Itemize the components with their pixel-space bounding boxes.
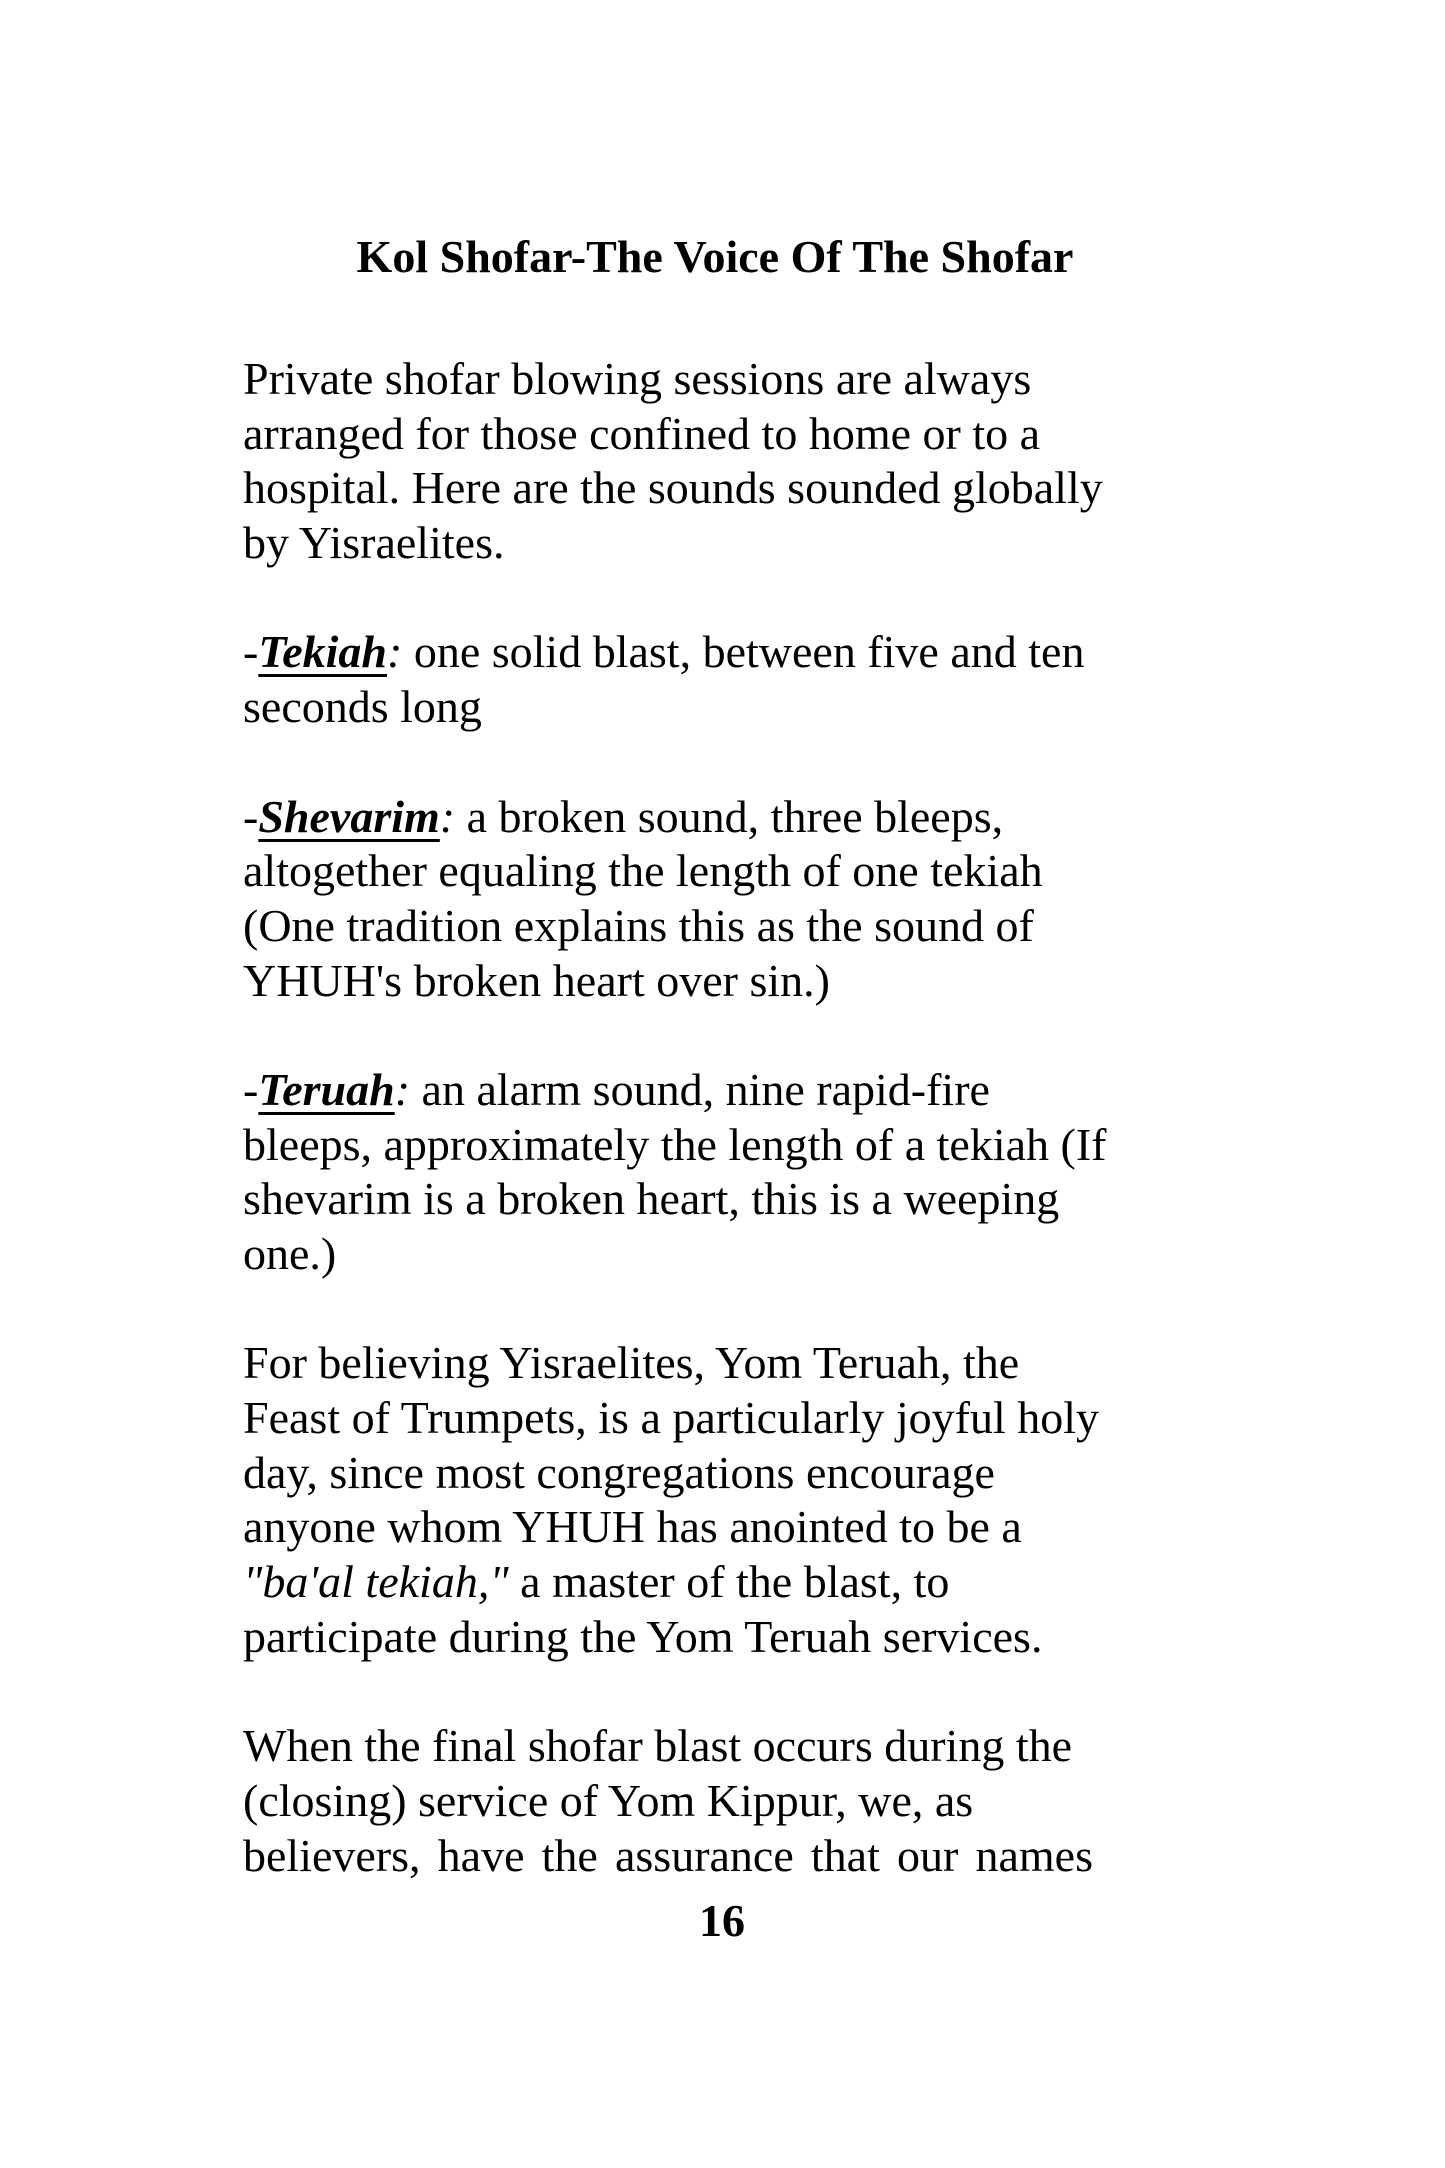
paragraph-line: Feast of Trumpets, is a particularly joyful holy: [243, 1392, 1100, 1444]
sound-line: one.): [243, 1228, 337, 1279]
sound-shevarim: [243, 790, 1143, 1009]
sound-tekiah: [243, 625, 1143, 734]
intro-line: by Yisraelites.: [243, 517, 505, 569]
intro-paragraph: [243, 352, 1143, 571]
page-number: 16: [699, 1895, 745, 1946]
sound-colon: :: [439, 790, 456, 842]
paragraph-line: participate during the Yom Teruah services.: [243, 1610, 1043, 1662]
paragraph-spacer: [243, 1282, 1143, 1337]
paragraph-line: anyone whom YHUH has anointed to be a: [243, 1501, 1022, 1553]
paragraph-spacer: [243, 1665, 1143, 1720]
paragraph-line: [243, 1555, 1143, 1610]
sound-prefix: -: [243, 626, 259, 678]
sound-line: altogether equaling the length of one tekiah: [243, 845, 1043, 897]
sound-first-line: [243, 1063, 1143, 1118]
sound-term: Teruah: [258, 1063, 395, 1115]
paragraph-spacer: [243, 735, 1143, 790]
yom-teruah-paragraph: [243, 1336, 1143, 1664]
sound-term: Shevarim: [258, 790, 440, 842]
closing-paragraph: [243, 1719, 1143, 1883]
intro-line: arranged for those confined to home or to a: [243, 407, 1041, 459]
paragraph-line: day, since most congregations encourage: [243, 1446, 995, 1498]
paragraph-spacer: [243, 571, 1143, 626]
line-rest: a master of the blast, to: [508, 1556, 950, 1608]
paragraph-line-justified: believers, have the assurance that our names: [243, 1829, 1093, 1881]
italic-phrase: "ba'al tekiah,": [243, 1556, 509, 1608]
sound-line: bleeps, approximately the length of a tekiah (If: [243, 1118, 1107, 1170]
paragraph-spacer: [243, 1008, 1143, 1063]
paragraph-line: For believing Yisraelites, Yom Teruah, the: [243, 1337, 1020, 1389]
sound-prefix: -: [243, 1063, 259, 1115]
sound-teruah: [243, 1063, 1143, 1282]
paragraph-line: When the final shofar blast occurs during the: [243, 1720, 1073, 1772]
sound-description: an alarm sound, nine rapid-fire: [410, 1063, 990, 1115]
paragraph-line: (closing) service of Yom Kippur, we, as: [243, 1774, 974, 1826]
sound-description: one solid blast, between five and ten: [402, 626, 1085, 678]
sound-line: shevarim is a broken heart, this is a weeping: [243, 1173, 1060, 1225]
intro-line: hospital. Here are the sounds sounded globally: [243, 462, 1103, 514]
page-title: Kol Shofar-The Voice Of The Shofar: [356, 231, 1074, 282]
body-text: [243, 352, 1143, 1883]
sound-term: Tekiah: [258, 626, 387, 678]
sound-colon: :: [386, 626, 403, 678]
sound-line: seconds long: [243, 681, 482, 733]
sound-prefix: -: [243, 790, 259, 842]
sound-description: a broken sound, three bleeps,: [455, 790, 1004, 842]
sound-line: (One tradition explains this as the sound of: [243, 899, 1034, 951]
intro-line: Private shofar blowing sessions are always: [243, 353, 1032, 404]
sound-line: YHUH's broken heart over sin.): [243, 954, 830, 1006]
sound-first-line: [243, 625, 1143, 680]
sound-colon: :: [394, 1063, 411, 1115]
sound-first-line: [243, 790, 1143, 845]
